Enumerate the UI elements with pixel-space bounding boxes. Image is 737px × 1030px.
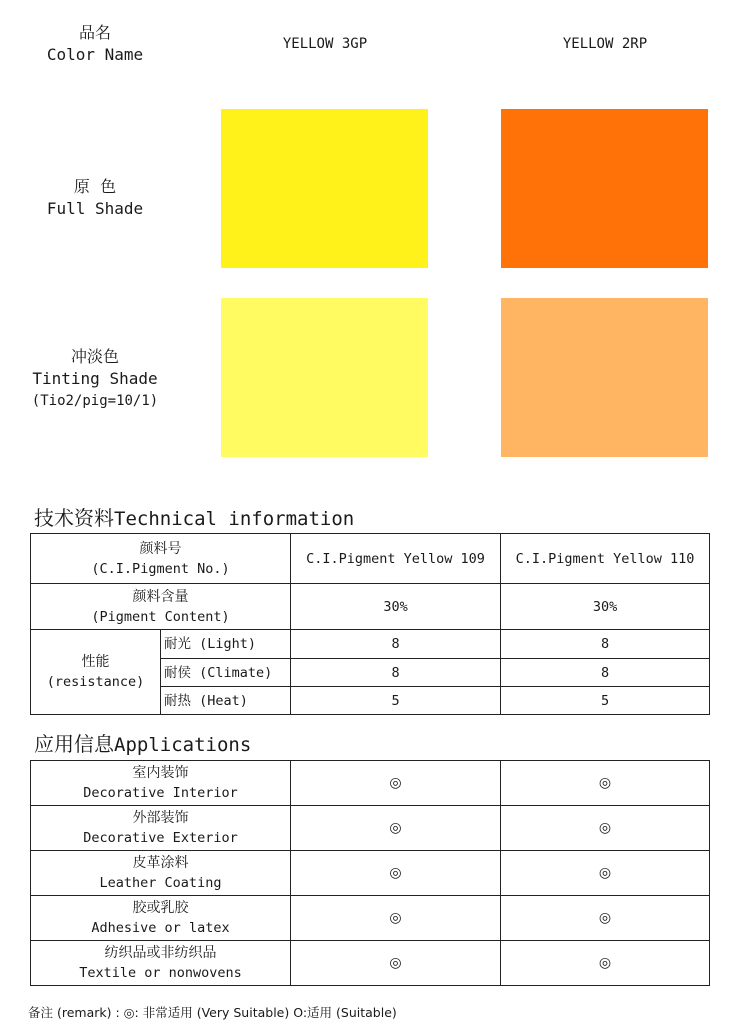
light-value-2: 8: [501, 630, 710, 659]
light-value-1: 8: [291, 630, 501, 659]
ci-label-cn: 颜料号: [139, 540, 182, 557]
technical-table: [30, 533, 710, 715]
app-label-cn: 室内装饰: [132, 765, 189, 781]
app-label: [31, 806, 291, 851]
content-label-cn: 颜料含量: [132, 588, 189, 605]
resistance-label: [31, 630, 161, 715]
climate-value-2: 8: [501, 659, 710, 687]
table-row: [31, 584, 710, 630]
tinting-shade-cn: 冲淡色: [70, 347, 119, 366]
climate-value-1: 8: [291, 659, 501, 687]
color-name-cn: 品名: [78, 23, 111, 42]
heat-label: 耐热 (Heat): [161, 687, 291, 715]
remark-text: 备注 (remark) : ◎: 非常适用 (Very Suitable) O:适用 (Suitable): [28, 1005, 397, 1020]
table-row: [31, 761, 710, 806]
app-mark-1: ◎: [291, 761, 501, 806]
table-row: [31, 806, 710, 851]
app-mark-2: ◎: [501, 941, 710, 986]
ci-value-2: C.I.Pigment Yellow 110: [501, 534, 710, 584]
tinting-shade-label: [15, 346, 175, 412]
table-row: [31, 896, 710, 941]
climate-label: 耐侯 (Climate): [161, 659, 291, 687]
full-shade-swatch-1: [221, 109, 428, 268]
full-shade-cn: 原 色: [73, 177, 117, 196]
applications-table: [30, 760, 710, 986]
app-label: [31, 761, 291, 806]
app-mark-2: ◎: [501, 896, 710, 941]
technical-title: [34, 502, 354, 531]
full-shade-en: Full Shade: [46, 199, 144, 218]
app-label-en: Textile or nonwovens: [79, 965, 242, 981]
tinting-shade-swatch-2: [501, 298, 708, 457]
resistance-label-en: (resistance): [46, 674, 145, 690]
app-label-cn: 胶或乳胶: [132, 900, 189, 916]
app-mark-2: ◎: [501, 851, 710, 896]
color-name-label: [20, 22, 170, 66]
column-2-name: YELLOW 2RP: [562, 36, 648, 52]
app-label-en: Adhesive or latex: [91, 920, 230, 936]
technical-title-cn: 技术资料: [34, 506, 114, 530]
content-value-1: 30%: [291, 584, 501, 630]
app-label-cn: 皮革涂料: [132, 855, 189, 871]
applications-title-en: Applications: [114, 734, 252, 756]
tinting-shade-swatch-1: [221, 298, 428, 457]
app-label-cn: 外部装饰: [132, 810, 189, 826]
ci-label: [31, 534, 291, 584]
app-mark-2: ◎: [501, 761, 710, 806]
app-label: [31, 851, 291, 896]
table-row: [31, 851, 710, 896]
full-shade-swatch-2: [501, 109, 708, 268]
app-label-en: Decorative Interior: [83, 785, 238, 801]
heat-value-1: 5: [291, 687, 501, 715]
app-mark-1: ◎: [291, 851, 501, 896]
content-label-en: (Pigment Content): [91, 608, 230, 625]
table-row: [31, 941, 710, 986]
ci-label-en: (C.I.Pigment No.): [91, 560, 230, 577]
app-label: [31, 896, 291, 941]
content-label: [31, 584, 291, 630]
app-mark-1: ◎: [291, 806, 501, 851]
heat-value-2: 5: [501, 687, 710, 715]
ci-value-1: C.I.Pigment Yellow 109: [291, 534, 501, 584]
table-row: [31, 630, 710, 659]
resistance-label-cn: 性能: [81, 654, 110, 670]
app-mark-1: ◎: [291, 896, 501, 941]
tinting-shade-en: Tinting Shade: [32, 369, 158, 388]
light-label: 耐光 (Light): [161, 630, 291, 659]
technical-title-en: Technical information: [114, 508, 355, 530]
full-shade-label: [20, 176, 170, 220]
app-label-en: Leather Coating: [99, 875, 222, 891]
table-row: [31, 534, 710, 584]
content-value-2: 30%: [501, 584, 710, 630]
app-label-en: Decorative Exterior: [83, 830, 238, 846]
app-label-cn: 纺织品或非纺织品: [104, 945, 217, 961]
applications-title: [34, 728, 251, 757]
app-mark-1: ◎: [291, 941, 501, 986]
applications-title-cn: 应用信息: [34, 732, 114, 756]
app-mark-2: ◎: [501, 806, 710, 851]
tinting-ratio: (Tio2/pig=10/1): [31, 393, 159, 409]
color-name-en: Color Name: [46, 45, 144, 64]
app-label: [31, 941, 291, 986]
column-1-name: YELLOW 3GP: [282, 36, 368, 52]
